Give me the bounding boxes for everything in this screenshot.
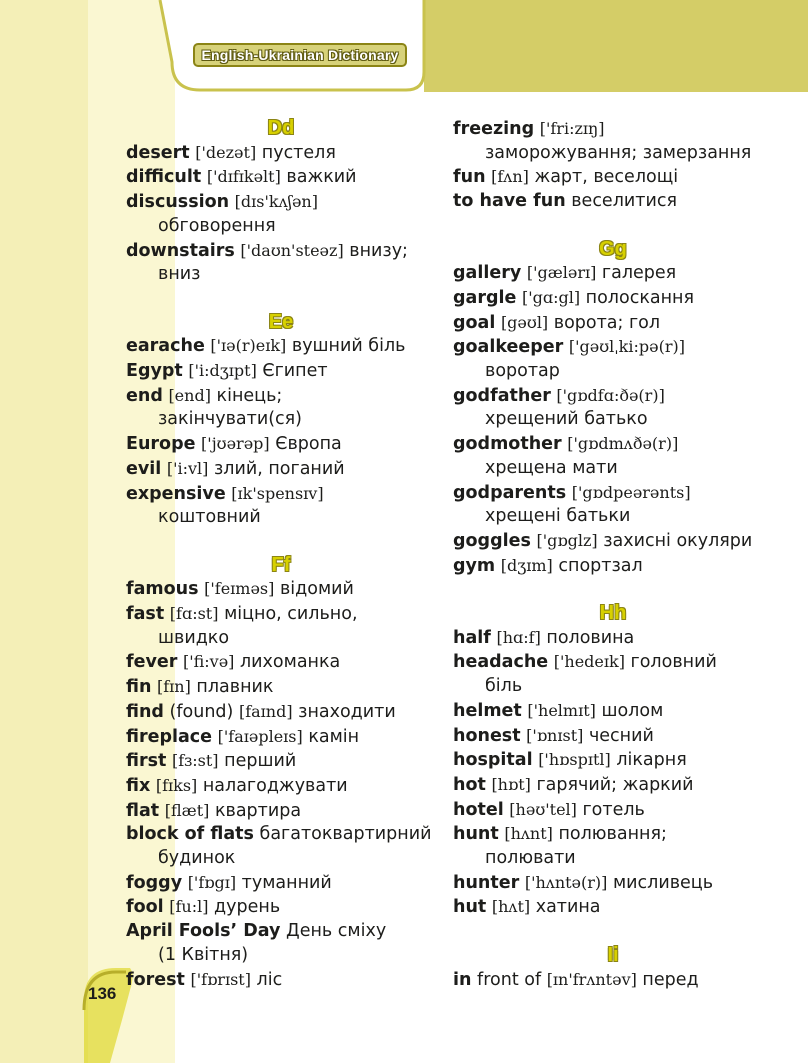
entry-godmother-meaning: хрещена мати bbox=[485, 457, 618, 478]
entry-goalkeeper-meaning: воротар bbox=[485, 361, 560, 382]
entry-godparents-meaning: хрещені батьки bbox=[485, 506, 631, 527]
entry-godparents: godparents ['gɒdpeərənts] bbox=[453, 482, 691, 503]
entry-in-front-of: in front of [ɪn'frʌntəv] перед bbox=[453, 969, 699, 990]
entry-goalkeeper: goalkeeper ['gəʊlˌki:pə(r)] bbox=[453, 337, 685, 358]
entry-hot: hot [hɒt] гарячий; жаркий bbox=[453, 774, 694, 795]
entry-difficult: difficult ['dɪfɪkəlt] важкий bbox=[126, 167, 357, 188]
entry-gym: gym [dʒɪm] спортзал bbox=[453, 555, 643, 576]
entry-april-fools-day-meaning: (1 Квітня) bbox=[158, 944, 249, 965]
margin-band-inner bbox=[0, 0, 88, 1063]
entry-end: end [end] кінець; bbox=[126, 385, 283, 406]
entry-earache: earache ['ɪə(r)eɪk] вушний біль bbox=[126, 336, 406, 357]
entry-foggy: foggy ['fɒgɪ] туманний bbox=[126, 872, 332, 893]
letter-heading-d: Dd bbox=[267, 117, 295, 139]
entry-to-have-fun: to have fun веселитися bbox=[453, 191, 677, 212]
entry-goggles: goggles ['gɒglz] захисні окуляри bbox=[453, 530, 753, 551]
entry-gallery: gallery ['gælərɪ] галерея bbox=[453, 263, 677, 284]
entry-expensive: expensive [ɪk'spensɪv] bbox=[126, 483, 324, 504]
entry-discussion: discussion [dɪs'kʌʃən] bbox=[126, 192, 318, 213]
entry-egypt: Egypt ['i:dʒɪpt] Єгипет bbox=[126, 361, 328, 382]
entry-headache-meaning: біль bbox=[485, 676, 523, 697]
entry-downstairs-meaning: вниз bbox=[158, 264, 201, 285]
entry-fix: fix [fɪks] налагоджувати bbox=[126, 775, 348, 796]
entry-downstairs: downstairs ['daʊn'steəz] внизу; bbox=[126, 240, 408, 261]
entry-fast-meaning: швидко bbox=[158, 627, 230, 648]
entry-godfather: godfather ['gɒdfɑ:ðə(r)] bbox=[453, 385, 665, 406]
entry-fever: fever ['fi:və] лихоманка bbox=[126, 652, 341, 673]
letter-heading-g: Gg bbox=[599, 237, 627, 260]
entry-forest: forest ['fɒrɪst] ліс bbox=[126, 969, 283, 990]
entry-hotel: hotel [həʊ'tel] готель bbox=[453, 799, 645, 820]
entry-flat: flat [flæt] квартира bbox=[126, 800, 302, 821]
entry-fin: fin [fɪn] плавник bbox=[126, 677, 274, 698]
entry-goal: goal [gəʊl] ворота; гол bbox=[453, 312, 661, 333]
entry-gargle: gargle ['gɑ:gl] полоскання bbox=[453, 287, 695, 308]
entry-end-meaning: закінчувати(ся) bbox=[158, 409, 303, 430]
entry-hunter: hunter ['hʌntə(r)] мисливець bbox=[453, 872, 714, 893]
letter-heading-i: Ii bbox=[607, 943, 619, 966]
dictionary-title-badge: English-Ukrainian Dictionary bbox=[193, 43, 407, 67]
entry-first: first [fɜ:st] перший bbox=[126, 751, 297, 772]
letter-heading-f: Ff bbox=[271, 553, 291, 576]
entry-godmother: godmother ['gɒdmʌðə(r)] bbox=[453, 434, 679, 455]
letter-heading-e: Ee bbox=[268, 310, 294, 333]
entry-fast: fast [fɑ:st] міцно, сильно, bbox=[126, 604, 358, 625]
entry-find: find (found) [faɪnd] знаходити bbox=[126, 701, 396, 722]
right-column bbox=[453, 117, 773, 992]
header-band bbox=[424, 0, 808, 92]
entry-block-of-flats: block of flats багатоквартирний bbox=[126, 824, 432, 845]
entry-discussion-meaning: обговорення bbox=[158, 215, 276, 236]
entry-famous: famous ['feɪməs] відомий bbox=[126, 579, 354, 600]
entry-hunt: hunt [hʌnt] полювання; bbox=[453, 824, 667, 845]
entry-fireplace: fireplace ['faɪəpleɪs] камін bbox=[126, 726, 360, 747]
entry-desert: desert ['dezət] пустеля bbox=[126, 142, 336, 163]
entry-honest: honest ['ɒnɪst] чесний bbox=[453, 725, 654, 746]
entry-freezing-meaning: заморожування; замерзання bbox=[485, 142, 752, 163]
entry-block-of-flats-meaning: будинок bbox=[158, 848, 236, 869]
entry-helmet: helmet ['helmɪt] шолом bbox=[453, 700, 664, 721]
entry-fun: fun [fʌn] жарт, веселощі bbox=[453, 167, 679, 188]
entry-expensive-meaning: коштовний bbox=[158, 507, 261, 528]
left-column bbox=[126, 117, 436, 992]
entry-fool: fool [fu:l] дурень bbox=[126, 897, 281, 918]
entry-godfather-meaning: хрещений батько bbox=[485, 409, 648, 430]
entry-headache: headache ['hedeɪk] головний bbox=[453, 652, 717, 673]
entry-europe: Europe ['jʊərəp] Європа bbox=[126, 434, 342, 455]
entry-hunt-meaning: полювати bbox=[485, 848, 576, 869]
entry-hospital: hospital ['hɒspɪtl] лікарня bbox=[453, 750, 687, 771]
entry-april-fools-day: April Fools’ Day День сміху bbox=[126, 921, 387, 942]
entry-freezing: freezing ['fri:zɪŋ] bbox=[453, 119, 605, 139]
entry-evil: evil ['i:vl] злий, поганий bbox=[126, 458, 345, 479]
page-number: 136 bbox=[88, 984, 117, 1003]
letter-heading-h: Hh bbox=[599, 602, 627, 625]
entry-half: half [hɑ:f] половина bbox=[453, 627, 635, 648]
entry-hut: hut [hʌt] хатина bbox=[453, 897, 601, 918]
